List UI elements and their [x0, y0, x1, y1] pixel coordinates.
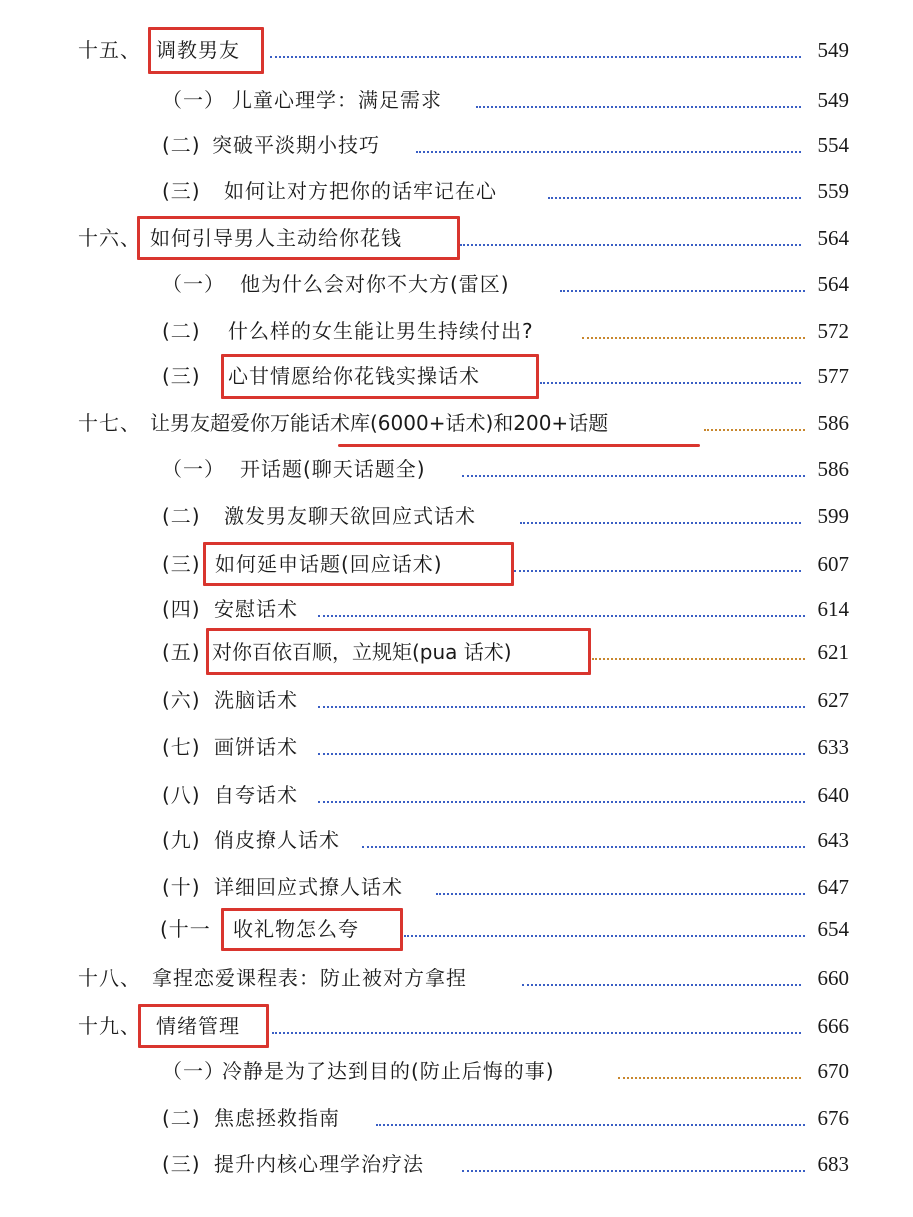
highlight-box	[221, 908, 403, 951]
toc-page-number: 621	[817, 640, 849, 664]
dot-leader	[514, 570, 801, 572]
toc-page-number: 586	[817, 457, 849, 481]
toc-title: 让男友超爱你万能话术库(6000+话术)和200+话题	[150, 411, 609, 435]
toc-title: 什么样的女生能让男生持续付出?	[228, 319, 534, 343]
toc-prefix: 十八、	[78, 966, 141, 990]
toc-page-number: 559	[817, 179, 849, 203]
toc-section	[0, 727, 913, 767]
toc-chapter	[0, 403, 913, 443]
dot-leader	[436, 893, 805, 895]
toc-page-number: 607	[817, 552, 849, 576]
toc-title: 心甘情愿给你花钱实操话术	[228, 364, 480, 388]
toc-page-number: 683	[817, 1152, 849, 1176]
dot-leader	[272, 1032, 801, 1034]
dot-leader	[460, 244, 801, 246]
toc-chapter	[0, 1006, 913, 1046]
toc-prefix: (五)	[162, 640, 201, 664]
toc-page-number: 666	[817, 1014, 849, 1038]
toc-title: 洗脑话术	[214, 688, 298, 712]
toc-prefix: (十)	[162, 875, 201, 899]
dot-leader	[416, 151, 801, 153]
toc-section	[0, 449, 913, 489]
toc-section	[0, 867, 913, 907]
toc-section	[0, 820, 913, 860]
toc-prefix: （一）	[162, 457, 225, 481]
toc-chapter	[0, 958, 913, 998]
toc-page-number: 554	[817, 133, 849, 157]
toc-page-number: 586	[817, 411, 849, 435]
dot-leader	[362, 846, 805, 848]
toc-chapter	[0, 30, 913, 70]
highlight-box	[206, 628, 591, 675]
dot-leader	[618, 1077, 801, 1079]
highlight-box	[148, 27, 264, 74]
toc-section	[0, 1051, 913, 1091]
toc-title: 如何让对方把你的话牢记在心	[224, 179, 497, 203]
dot-leader	[462, 475, 805, 477]
toc-prefix: (二)	[162, 319, 201, 343]
toc-page-number: 614	[817, 597, 849, 621]
toc-title: 焦虑拯救指南	[214, 1106, 340, 1130]
toc-page-number: 549	[817, 88, 849, 112]
toc-section	[0, 909, 913, 949]
dot-leader	[318, 615, 805, 617]
dot-leader	[270, 56, 801, 58]
toc-title: 安慰话术	[214, 597, 298, 621]
toc-prefix: 十七、	[78, 411, 141, 435]
toc-title: 突破平淡期小技巧	[212, 133, 380, 157]
toc-title: 收礼物怎么夸	[233, 917, 359, 941]
toc-prefix: (十一	[160, 917, 211, 941]
toc-page-number: 564	[817, 226, 849, 250]
toc-prefix: (二)	[162, 1106, 201, 1130]
toc-title: 激发男友聊天欲回应式话术	[224, 504, 476, 528]
toc-title: 画饼话术	[214, 735, 298, 759]
toc-page-number: 577	[817, 364, 849, 388]
dot-leader	[560, 290, 805, 292]
toc-prefix: (三)	[162, 364, 201, 388]
toc-section	[0, 311, 913, 351]
toc-title: 开话题(聊天话题全)	[240, 457, 426, 481]
toc-section	[0, 496, 913, 536]
toc-section	[0, 1098, 913, 1138]
dot-leader	[462, 1170, 805, 1172]
toc-title: 冷静是为了达到目的(防止后悔的事)	[222, 1059, 555, 1083]
toc-title: 自夸话术	[214, 783, 298, 807]
dot-leader	[404, 935, 805, 937]
toc-prefix: (四)	[162, 597, 201, 621]
toc-prefix: (九)	[162, 828, 201, 852]
toc-page-number: 572	[817, 319, 849, 343]
toc-section	[0, 125, 913, 165]
toc-page-number: 564	[817, 272, 849, 296]
dot-leader	[318, 706, 805, 708]
toc-prefix: (二)	[162, 133, 201, 157]
toc-section	[0, 1144, 913, 1184]
toc-page-number: 643	[817, 828, 849, 852]
toc-page-number: 627	[817, 688, 849, 712]
dot-leader	[704, 429, 805, 431]
toc-page-number: 654	[817, 917, 849, 941]
toc-section	[0, 589, 913, 629]
toc-section	[0, 80, 913, 120]
toc-title: 如何延申话题(回应话术)	[215, 552, 443, 576]
dot-leader	[592, 658, 805, 660]
toc-title: 他为什么会对你不大方(雷区)	[240, 272, 510, 296]
highlight-box	[221, 354, 539, 399]
toc-section	[0, 680, 913, 720]
toc-prefix: (三)	[162, 552, 201, 576]
toc-prefix: 十五、	[78, 38, 141, 62]
toc-page-number: 647	[817, 875, 849, 899]
toc-prefix: （一）	[162, 272, 225, 296]
toc-prefix: (三)	[162, 179, 201, 203]
toc-prefix: 十九、	[78, 1014, 141, 1038]
toc-title: 儿童心理学：满足需求	[232, 88, 442, 112]
toc-section	[0, 264, 913, 304]
toc-page-number: 549	[817, 38, 849, 62]
toc-page-number: 599	[817, 504, 849, 528]
highlight-box	[138, 1004, 269, 1048]
toc-prefix: 十六、	[78, 226, 141, 250]
dot-leader	[318, 801, 805, 803]
toc-page-number: 660	[817, 966, 849, 990]
toc-section	[0, 775, 913, 815]
toc-title: 俏皮撩人话术	[214, 828, 340, 852]
toc-title: 如何引导男人主动给你花钱	[150, 226, 402, 250]
dot-leader	[318, 753, 805, 755]
toc-prefix: (六)	[162, 688, 201, 712]
highlight-box	[137, 216, 460, 260]
toc-title: 提升内核心理学治疗法	[214, 1152, 424, 1176]
toc-title: 情绪管理	[156, 1014, 240, 1038]
toc-prefix: (二)	[162, 504, 201, 528]
toc-page-number: 676	[817, 1106, 849, 1130]
dot-leader	[476, 106, 801, 108]
toc-page-number: 640	[817, 783, 849, 807]
toc-page-number: 633	[817, 735, 849, 759]
toc-title: 详细回应式撩人话术	[214, 875, 403, 899]
dot-leader	[520, 522, 801, 524]
toc-title: 拿捏恋爱课程表：防止被对方拿捏	[152, 966, 467, 990]
dot-leader	[582, 337, 805, 339]
highlight-underline	[338, 444, 700, 447]
dot-leader	[522, 984, 801, 986]
highlight-box	[203, 542, 514, 586]
toc-title: 对你百依百顺，立规矩(pua 话术)	[212, 640, 512, 664]
toc-title: 调教男友	[156, 38, 240, 62]
toc-prefix: （一）	[162, 88, 225, 112]
toc-prefix: (八)	[162, 783, 201, 807]
toc-prefix: （一）	[162, 1059, 225, 1083]
toc-prefix: (三)	[162, 1152, 201, 1176]
dot-leader	[548, 197, 801, 199]
toc-page-number: 670	[817, 1059, 849, 1083]
dot-leader	[540, 382, 801, 384]
toc-section	[0, 171, 913, 211]
dot-leader	[376, 1124, 805, 1126]
toc-prefix: (七)	[162, 735, 201, 759]
